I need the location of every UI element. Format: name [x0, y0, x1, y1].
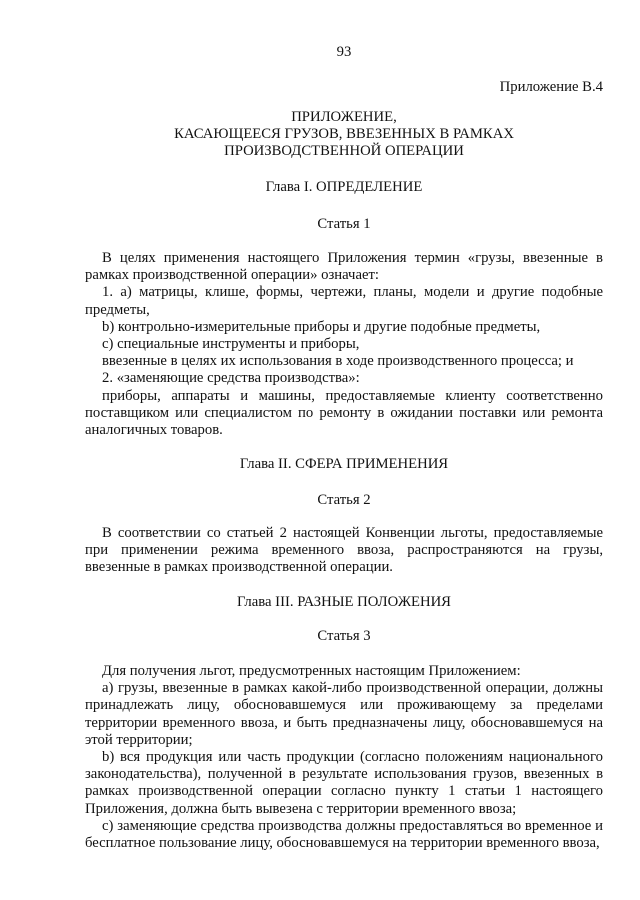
paragraph: b) контрольно-измерительные приборы и другие подобные предметы,	[102, 318, 541, 335]
paragraph: приборы, аппараты и машины, предоставляемые клиенту соответственно поставщиком или специалистом по ремонту в ожидании поставки или ремонта аналогичных товаров.	[85, 387, 603, 439]
article-body	[85, 250, 603, 439]
article-body	[85, 525, 603, 577]
document-title	[85, 109, 603, 161]
paragraph: В целях применения настоящего Приложения термин «грузы, ввезенные в рамках производственной операции» означает:	[85, 250, 603, 284]
chapter-heading: Глава II. СФЕРА ПРИМЕНЕНИЯ	[239, 456, 449, 472]
paragraph: b) вся продукция или часть продукции (согласно положениям национального законодательства), полученной в результате использования грузов, ввезенных в рамках производственной операции согласно пункту 1 статьи 1 настоящего Приложения, должна быть вывезена с территории временного ввоза;	[85, 749, 603, 817]
paragraph: Для получения льгот, предусмотренных настоящим Приложением:	[102, 663, 521, 679]
title-line: ПРОИЗВОДСТВЕННОЙ ОПЕРАЦИИ	[224, 143, 464, 160]
paragraph: В соответствии со статьей 2 настоящей Конвенции льготы, предоставляемые при применении режима временного ввоза, распространяются на грузы, ввезенные в рамках производственной операции.	[85, 525, 603, 576]
chapter-heading: Глава I. ОПРЕДЕЛЕНИЕ	[265, 179, 423, 195]
paragraph: c) специальные инструменты и приборы,	[102, 336, 360, 353]
article-heading: Статья 1	[317, 216, 371, 232]
paragraph: 1. а) матрицы, клише, формы, чертежи, планы, модели и другие подобные предметы,	[85, 284, 603, 318]
page-number: 93	[336, 44, 352, 60]
paragraph: ввезенные в целях их использования в ходе производственного процесса; и	[102, 353, 574, 370]
title-line: КАСАЮЩЕЕСЯ ГРУЗОВ, ВВЕЗЕННЫХ В РАМКАХ	[174, 126, 514, 143]
chapter-heading: Глава III. РАЗНЫЕ ПОЛОЖЕНИЯ	[237, 594, 451, 610]
article-heading: Статья 2	[317, 492, 371, 508]
paragraph: а) грузы, ввезенные в рамках какой-либо производственной операции, должны принадлежать лицу, обосновавшемуся или проживающему за пределами территории временного ввоза, и быть предназначены лицу, обосновавшемуся на этой территории;	[85, 680, 603, 748]
article-heading: Статья 3	[317, 628, 371, 644]
paragraph: 2. «заменяющие средства производства»:	[102, 370, 360, 387]
title-line: ПРИЛОЖЕНИЕ,	[291, 109, 397, 125]
article-body	[85, 663, 603, 852]
paragraph: c) заменяющие средства производства должны предоставляться во временное и бесплатное пользование лицу, обосновавшемуся на территории временного ввоза,	[85, 817, 603, 852]
annex-label: Приложение В.4	[499, 79, 603, 95]
